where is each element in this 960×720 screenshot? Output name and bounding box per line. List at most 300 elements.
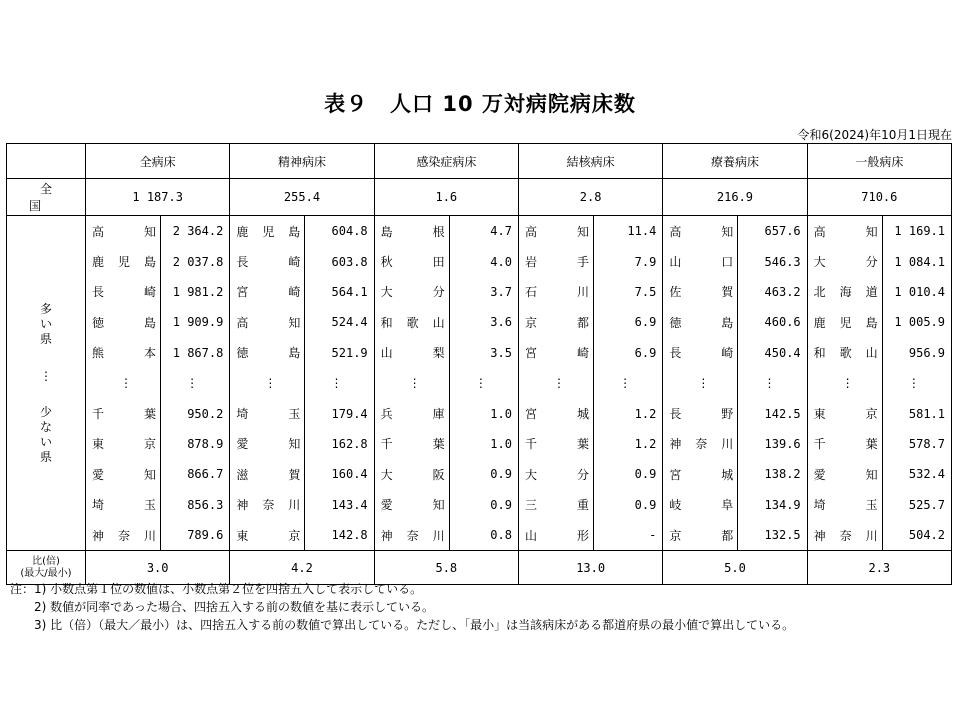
ranking-entry <box>375 398 518 428</box>
ranking-entry <box>519 246 662 276</box>
prefecture-name-text: 愛 知 <box>92 467 156 482</box>
prefecture-name <box>375 398 450 428</box>
prefecture-name <box>375 338 450 368</box>
prefecture-name <box>230 216 305 246</box>
ellipsis: ⋮ <box>449 368 518 398</box>
header-row <box>7 144 952 179</box>
ranking-entry <box>663 338 806 368</box>
ranking-entry <box>375 490 518 520</box>
ranking-list <box>519 216 662 550</box>
prefecture-name-text: 和 歌 山 <box>380 315 445 330</box>
prefecture-name <box>86 216 161 246</box>
prefecture-name <box>808 520 883 550</box>
ranking-entry <box>663 216 806 246</box>
ranking-entry <box>375 307 518 337</box>
prefecture-name-text: 大 分 <box>813 255 878 270</box>
ranking-entry <box>663 246 806 276</box>
bed-rate-value: 581.1 <box>882 398 951 428</box>
ranking-entry <box>375 216 518 246</box>
prefecture-name-text: 神 奈 川 <box>236 498 301 513</box>
prefecture-name <box>663 398 738 428</box>
prefecture-name-text: 長 崎 <box>236 255 301 270</box>
bed-rate-value: 0.9 <box>449 459 518 489</box>
ranking-entry <box>519 398 662 428</box>
prefecture-name-text: 兵 庫 <box>380 407 445 422</box>
prefecture-name-text: 神 奈 川 <box>380 528 445 543</box>
prefecture-name <box>86 520 161 550</box>
ranking-entry <box>230 338 373 368</box>
ranking-entry <box>808 459 951 489</box>
ranking-entry <box>519 429 662 459</box>
prefecture-name-text: 和 歌 山 <box>813 346 878 361</box>
ranking-entry <box>86 459 229 489</box>
prefecture-name <box>808 338 883 368</box>
bed-rate-value: 142.5 <box>738 398 807 428</box>
ranking-list <box>375 216 518 550</box>
ranking-entry <box>230 246 373 276</box>
prefecture-name-text: 鹿 児 島 <box>92 255 156 270</box>
ranking-list <box>663 216 806 550</box>
ranking-entry <box>808 520 951 550</box>
bed-rate-value: 532.4 <box>882 459 951 489</box>
ratio-value: 13.0 <box>518 551 662 585</box>
ranking-entry <box>86 398 229 428</box>
ranking-entry <box>230 277 373 307</box>
bed-rate-value: 1.0 <box>449 429 518 459</box>
prefecture-name-text: 佐 賀 <box>669 285 734 300</box>
prefecture-name <box>375 459 450 489</box>
prefecture-name <box>86 338 161 368</box>
prefecture-name-text: 山 形 <box>524 528 589 543</box>
bed-rate-value: 463.2 <box>738 277 807 307</box>
prefecture-name <box>86 307 161 337</box>
bed-rate-value: 6.9 <box>594 338 663 368</box>
prefecture-name <box>808 277 883 307</box>
prefecture-name-text: 北 海 道 <box>813 285 878 300</box>
side-label-bottom: 少 な い 県 <box>39 404 52 464</box>
prefecture-name-text: 岐 阜 <box>669 498 734 513</box>
bed-rate-value: 450.4 <box>738 338 807 368</box>
ellipsis: ⋮ <box>264 376 277 391</box>
ranking-entry <box>230 520 373 550</box>
prefecture-name <box>230 429 305 459</box>
prefecture-name-text: 宮 城 <box>669 467 734 482</box>
ranking-entry <box>230 307 373 337</box>
prefecture-name <box>663 216 738 246</box>
prefecture-name-text: 埼 玉 <box>92 498 156 513</box>
prefecture-name-text: 愛 知 <box>236 437 301 452</box>
prefecture-name <box>230 246 305 276</box>
bed-rate-value: 132.5 <box>738 520 807 550</box>
bed-rate-value: 143.4 <box>305 490 374 520</box>
ellipsis-row <box>230 368 373 398</box>
prefecture-name <box>230 490 305 520</box>
bed-rate-value: 0.8 <box>449 520 518 550</box>
column-header: 全病床 <box>86 144 230 179</box>
ellipsis: ⋮ <box>408 376 421 391</box>
bed-rate-value: 521.9 <box>305 338 374 368</box>
column-header: 精神病床 <box>230 144 374 179</box>
prefecture-name <box>519 429 594 459</box>
prefecture-name <box>230 398 305 428</box>
ratio-value: 2.3 <box>807 551 951 585</box>
bed-rate-value: 1 867.8 <box>161 338 230 368</box>
prefecture-name-text: 千 葉 <box>813 437 878 452</box>
column-header: 結核病床 <box>518 144 662 179</box>
prefecture-name-text: 高 知 <box>669 224 734 239</box>
ranking-entry <box>230 490 373 520</box>
prefecture-name-text: 埼 玉 <box>813 498 878 513</box>
prefecture-name <box>375 277 450 307</box>
prefecture-name-text: 長 崎 <box>669 346 734 361</box>
bed-rate-value: 3.6 <box>449 307 518 337</box>
ranking-entry <box>86 277 229 307</box>
prefecture-name-text: 鹿 児 島 <box>236 224 301 239</box>
prefecture-name-text: 山 梨 <box>380 346 445 361</box>
prefecture-name-text: 滋 賀 <box>236 467 301 482</box>
bed-rate-value: 564.1 <box>305 277 374 307</box>
prefecture-name-text: 宮 崎 <box>236 285 301 300</box>
bed-rate-value: 604.8 <box>305 216 374 246</box>
prefecture-name-text: 長 崎 <box>92 285 156 300</box>
ellipsis-row <box>519 368 662 398</box>
bed-rate-value: 504.2 <box>882 520 951 550</box>
bed-rate-value: 1.0 <box>449 398 518 428</box>
ellipsis-row <box>808 368 951 398</box>
bed-rate-value: 134.9 <box>738 490 807 520</box>
bed-rate-value: 1 084.1 <box>882 246 951 276</box>
prefecture-name <box>375 520 450 550</box>
prefecture-name <box>808 459 883 489</box>
ellipsis-row <box>375 368 518 398</box>
prefecture-name-text: 三 重 <box>524 498 589 513</box>
bed-rate-value: 856.3 <box>161 490 230 520</box>
prefecture-name <box>663 246 738 276</box>
prefecture-name <box>808 398 883 428</box>
prefecture-name-text: 愛 知 <box>380 498 445 513</box>
ranking-entry <box>519 277 662 307</box>
prefecture-name <box>663 520 738 550</box>
bed-rate-value: 139.6 <box>738 429 807 459</box>
ranking-list <box>808 216 951 550</box>
prefecture-name <box>808 216 883 246</box>
bed-rate-value: 789.6 <box>161 520 230 550</box>
prefecture-name <box>663 459 738 489</box>
hospital-beds-table <box>6 143 952 585</box>
bed-rate-value: 460.6 <box>738 307 807 337</box>
ranking-cell <box>230 216 374 551</box>
ranking-list <box>86 216 229 550</box>
bed-rate-value: 7.5 <box>594 277 663 307</box>
prefecture-name-text: 千 葉 <box>524 437 589 452</box>
ranking-entry <box>230 398 373 428</box>
ranking-entry <box>663 429 806 459</box>
bed-rate-value: 1 005.9 <box>882 307 951 337</box>
bed-rate-value: 0.9 <box>594 490 663 520</box>
prefecture-name <box>519 216 594 246</box>
prefecture-name-text: 東 京 <box>92 437 156 452</box>
prefecture-name-text: 埼 玉 <box>236 407 301 422</box>
prefecture-name-text: 千 葉 <box>380 437 445 452</box>
ellipsis: ⋮ <box>305 368 374 398</box>
prefecture-name <box>808 307 883 337</box>
ellipsis: ⋮ <box>882 368 951 398</box>
bed-rate-value: 179.4 <box>305 398 374 428</box>
bed-rate-value: 2 364.2 <box>161 216 230 246</box>
prefecture-name <box>808 490 883 520</box>
ellipsis: ⋮ <box>738 368 807 398</box>
ratio-label: 比(倍) (最大/最小) <box>7 551 86 585</box>
column-header: 一般病床 <box>807 144 951 179</box>
bed-rate-value: 4.0 <box>449 246 518 276</box>
ellipsis: ⋮ <box>697 376 710 391</box>
ranking-entry <box>519 307 662 337</box>
ranking-entry <box>663 307 806 337</box>
ranking-entry <box>519 520 662 550</box>
ranking-entry <box>375 338 518 368</box>
prefecture-name-text: 徳 島 <box>236 346 301 361</box>
bed-rate-value: 0.9 <box>449 490 518 520</box>
prefecture-name <box>375 216 450 246</box>
bed-rate-value: 160.4 <box>305 459 374 489</box>
ranking-entry <box>519 490 662 520</box>
bed-rate-value: 878.9 <box>161 429 230 459</box>
prefecture-name-text: 秋 田 <box>380 255 445 270</box>
prefecture-name-text: 京 都 <box>524 315 589 330</box>
ranking-entry <box>663 520 806 550</box>
prefecture-name-text: 山 口 <box>669 255 734 270</box>
bed-rate-value: - <box>594 520 663 550</box>
column-header: 療養病床 <box>663 144 807 179</box>
prefecture-name <box>375 246 450 276</box>
national-value: 216.9 <box>663 179 807 216</box>
bed-rate-value: 1.2 <box>594 429 663 459</box>
prefecture-name-text: 高 知 <box>92 224 156 239</box>
ranking-entry <box>86 307 229 337</box>
side-label-dots: ⋮ <box>40 368 52 383</box>
national-row <box>7 179 952 216</box>
ratio-value: 4.2 <box>230 551 374 585</box>
bed-rate-value: 866.7 <box>161 459 230 489</box>
prefecture-name <box>375 307 450 337</box>
bed-rate-value: 1 169.1 <box>882 216 951 246</box>
bed-rate-value: 578.7 <box>882 429 951 459</box>
ranking-entry <box>519 338 662 368</box>
prefecture-name <box>519 398 594 428</box>
ellipsis-row <box>86 368 229 398</box>
bed-rate-value: 0.9 <box>594 459 663 489</box>
prefecture-name-text: 宮 崎 <box>524 346 589 361</box>
ranking-entry <box>808 429 951 459</box>
ranking-entry <box>519 216 662 246</box>
ranking-entry <box>808 490 951 520</box>
side-label-top: 多 い 県 <box>39 301 52 346</box>
ratio-value: 5.0 <box>663 551 807 585</box>
ranking-entry <box>808 338 951 368</box>
prefecture-name <box>663 338 738 368</box>
ranking-entry <box>663 490 806 520</box>
prefecture-name-text: 岩 手 <box>524 255 589 270</box>
column-header: 感染症病床 <box>374 144 518 179</box>
prefecture-name-text: 鹿 児 島 <box>813 315 878 330</box>
prefecture-name <box>663 429 738 459</box>
ranking-cell <box>663 216 807 551</box>
ranking-entry <box>86 520 229 550</box>
prefecture-name <box>86 398 161 428</box>
bed-rate-value: 524.4 <box>305 307 374 337</box>
prefecture-name-text: 大 阪 <box>380 467 445 482</box>
ranking-entry <box>230 459 373 489</box>
ranking-cell <box>86 216 230 551</box>
ranking-cell <box>374 216 518 551</box>
bed-rate-value: 138.2 <box>738 459 807 489</box>
ranking-list <box>230 216 373 550</box>
footnote: 2) 数値が同率であった場合、四捨五入する前の数値を基に表示している。 <box>34 600 435 614</box>
footnote: 3) 比（倍）（最大／最小）は、四捨五入する前の数値で算出している。ただし、「最小」は当該病床がある都道府県の最小値で算出している。 <box>34 618 795 632</box>
prefecture-name <box>86 277 161 307</box>
prefecture-name <box>375 490 450 520</box>
prefecture-name <box>519 520 594 550</box>
prefecture-name-text: 大 分 <box>524 467 589 482</box>
prefecture-name-text: 愛 知 <box>813 467 878 482</box>
bed-rate-value: 525.7 <box>882 490 951 520</box>
prefecture-name <box>808 246 883 276</box>
ellipsis: ⋮ <box>841 376 854 391</box>
prefecture-name <box>808 429 883 459</box>
bed-rate-value: 657.6 <box>738 216 807 246</box>
ranking-entry <box>375 277 518 307</box>
prefecture-name-text: 宮 城 <box>524 407 589 422</box>
ranking-entry <box>230 216 373 246</box>
bed-rate-value: 1 010.4 <box>882 277 951 307</box>
prefecture-name-text: 高 知 <box>813 224 878 239</box>
prefecture-name-text: 島 根 <box>380 224 445 239</box>
prefecture-name <box>519 338 594 368</box>
national-value: 710.6 <box>807 179 951 216</box>
bed-rate-value: 162.8 <box>305 429 374 459</box>
prefecture-name-text: 京 都 <box>669 528 734 543</box>
prefecture-name <box>519 246 594 276</box>
ranking-entry <box>86 246 229 276</box>
prefecture-name-text: 東 京 <box>236 528 301 543</box>
national-value: 1.6 <box>374 179 518 216</box>
ranking-row <box>7 216 952 551</box>
ranking-entry <box>663 459 806 489</box>
bed-rate-value: 1 909.9 <box>161 307 230 337</box>
prefecture-name <box>519 277 594 307</box>
bed-rate-value: 142.8 <box>305 520 374 550</box>
ellipsis-row <box>663 368 806 398</box>
bed-rate-value: 956.9 <box>882 338 951 368</box>
ranking-entry <box>519 459 662 489</box>
ellipsis: ⋮ <box>161 368 230 398</box>
ranking-cell <box>807 216 951 551</box>
ranking-entry <box>375 459 518 489</box>
bed-rate-value: 950.2 <box>161 398 230 428</box>
ranking-entry <box>86 216 229 246</box>
prefecture-name-text: 神 奈 川 <box>813 528 878 543</box>
ranking-entry <box>663 398 806 428</box>
prefecture-name <box>663 307 738 337</box>
prefecture-name <box>519 490 594 520</box>
prefecture-name-text: 東 京 <box>813 407 878 422</box>
ellipsis: ⋮ <box>594 368 663 398</box>
table-title: 表９ 人口 10 万対病院病床数 <box>324 92 636 116</box>
prefecture-name <box>86 490 161 520</box>
bed-rate-value: 4.7 <box>449 216 518 246</box>
prefecture-name-text: 神 奈 川 <box>669 437 734 452</box>
prefecture-name <box>519 459 594 489</box>
national-value: 1 187.3 <box>86 179 230 216</box>
prefecture-name-text: 高 知 <box>524 224 589 239</box>
header-corner <box>7 144 86 179</box>
bed-rate-value: 603.8 <box>305 246 374 276</box>
ranking-entry <box>808 307 951 337</box>
prefecture-name-text: 神 奈 川 <box>92 528 156 543</box>
prefecture-name <box>230 307 305 337</box>
side-label <box>7 216 86 551</box>
bed-rate-value: 1 981.2 <box>161 277 230 307</box>
prefecture-name <box>375 429 450 459</box>
prefecture-name-text: 徳 島 <box>669 315 734 330</box>
prefecture-name-text: 熊 本 <box>92 346 156 361</box>
ranking-cell <box>518 216 662 551</box>
ratio-value: 5.8 <box>374 551 518 585</box>
prefecture-name-text: 大 分 <box>380 285 445 300</box>
ellipsis: ⋮ <box>120 376 132 391</box>
ranking-entry <box>808 398 951 428</box>
ratio-value: 3.0 <box>86 551 230 585</box>
prefecture-name <box>86 459 161 489</box>
national-value: 255.4 <box>230 179 374 216</box>
prefecture-name <box>663 277 738 307</box>
reference-date: 令和6(2024)年10月1日現在 <box>797 128 952 142</box>
national-label: 全 国 <box>7 179 86 216</box>
prefecture-name <box>663 490 738 520</box>
prefecture-name <box>230 459 305 489</box>
prefecture-name-text: 千 葉 <box>92 407 156 422</box>
ranking-entry <box>808 277 951 307</box>
ranking-entry <box>86 429 229 459</box>
bed-rate-value: 7.9 <box>594 246 663 276</box>
prefecture-name <box>519 307 594 337</box>
ranking-entry <box>86 490 229 520</box>
ranking-entry <box>808 246 951 276</box>
bed-rate-value: 1.2 <box>594 398 663 428</box>
prefecture-name <box>230 277 305 307</box>
footnote: 注：1) 小数点第１位の数値は、小数点第２位を四捨五入して表示している。 <box>10 582 423 596</box>
ranking-entry <box>375 429 518 459</box>
ranking-entry <box>230 429 373 459</box>
bed-rate-value: 546.3 <box>738 246 807 276</box>
ranking-entry <box>375 520 518 550</box>
prefecture-name <box>230 338 305 368</box>
bed-rate-value: 6.9 <box>594 307 663 337</box>
ranking-entry <box>86 338 229 368</box>
ranking-entry <box>808 216 951 246</box>
ranking-entry <box>663 277 806 307</box>
prefecture-name <box>86 246 161 276</box>
prefecture-name-text: 徳 島 <box>92 315 156 330</box>
bed-rate-value: 2 037.8 <box>161 246 230 276</box>
ranking-entry <box>375 246 518 276</box>
prefecture-name-text: 高 知 <box>236 315 301 330</box>
footnotes <box>10 580 794 634</box>
national-value: 2.8 <box>518 179 662 216</box>
prefecture-name <box>86 429 161 459</box>
bed-rate-value: 3.7 <box>449 277 518 307</box>
prefecture-name <box>230 520 305 550</box>
